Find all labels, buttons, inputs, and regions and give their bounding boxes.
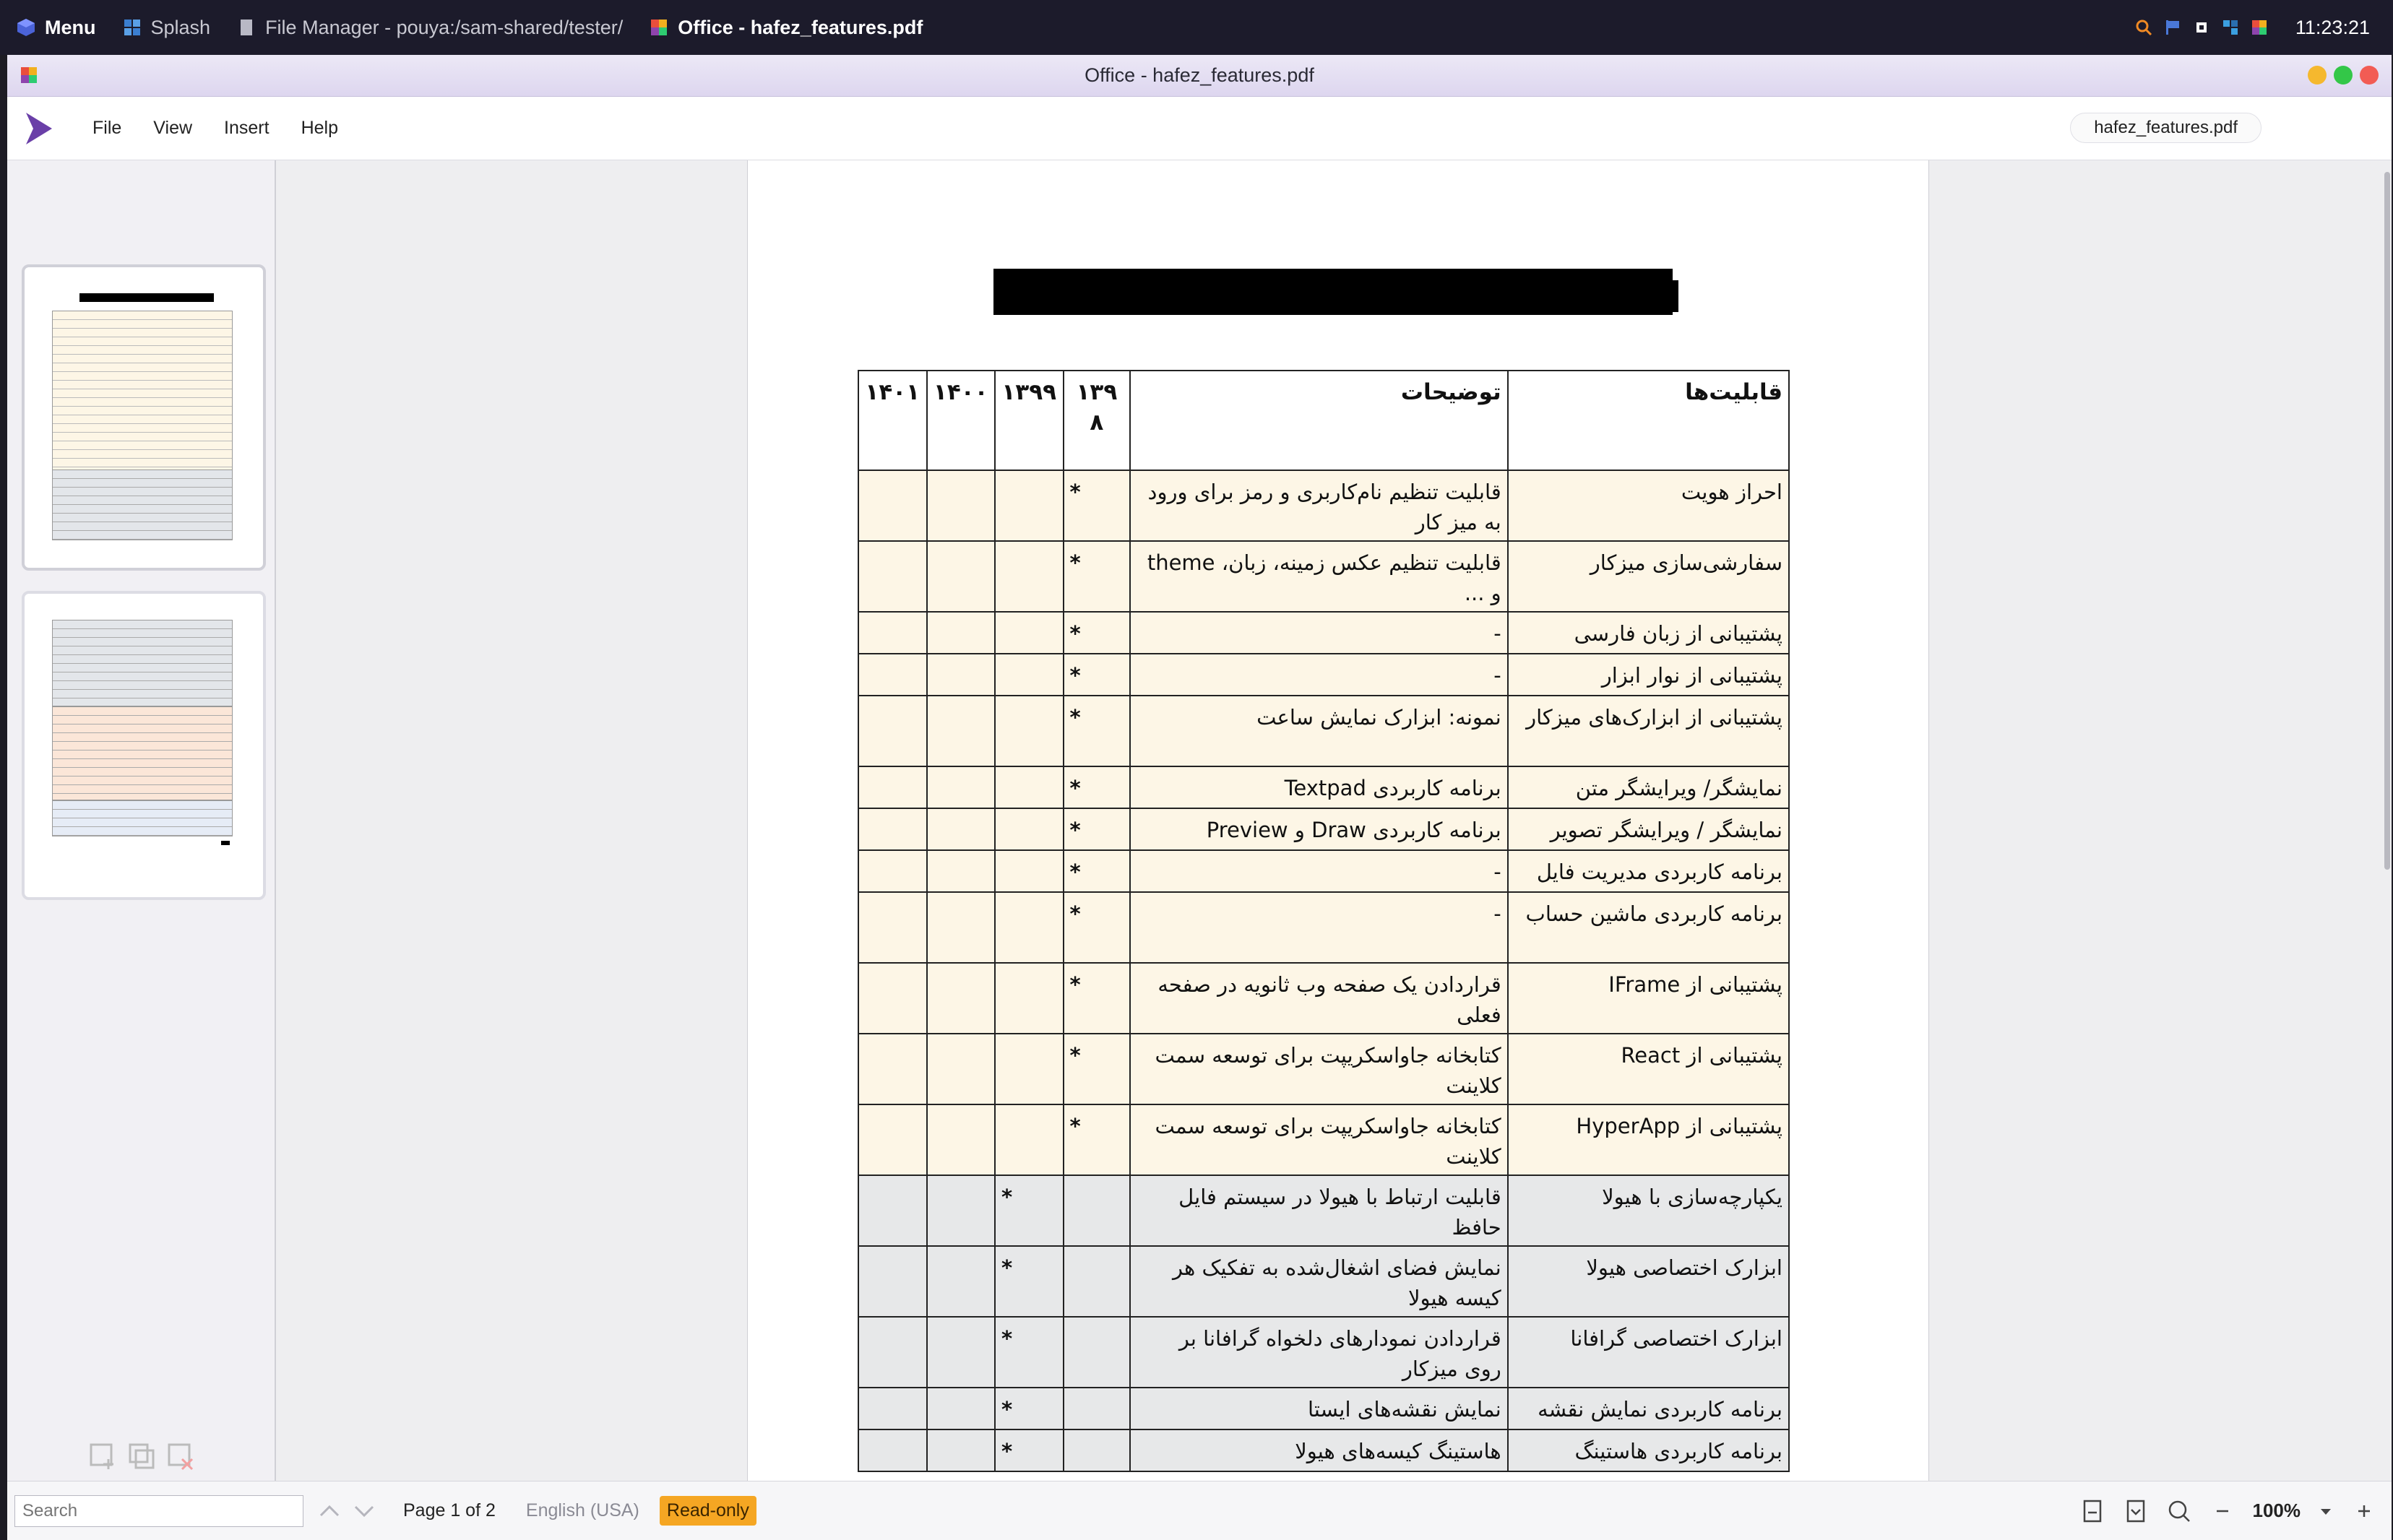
desc-cell: قابلیت ارتباط با هیولا در سیستم فایل حافظ: [1130, 1175, 1507, 1246]
duplicate-page-icon[interactable]: [127, 1442, 156, 1471]
maximize-button[interactable]: [2334, 66, 2353, 85]
mark-1401: [858, 1317, 927, 1388]
desc-cell: برنامه کاربردی Textpad: [1130, 766, 1507, 808]
cap-cell: پشتیبانی از HyperApp: [1508, 1104, 1789, 1175]
table-row: [858, 1317, 1789, 1388]
table-header-row: [858, 371, 1789, 470]
taskbar-menu-label: Menu: [45, 16, 96, 38]
mark-1399: *: [995, 1388, 1063, 1429]
table-row: [858, 850, 1789, 892]
desc-cell: نمایش نقشه‌های ایستا: [1130, 1388, 1507, 1429]
cap-cell: پشتیبانی از ابزارک‌های میزکار: [1508, 696, 1789, 766]
mark-1401: [858, 1388, 927, 1429]
mark-1398: *: [1064, 963, 1131, 1034]
mark-1398: *: [1064, 892, 1131, 963]
taskbar: [0, 0, 2393, 55]
table-row: [858, 1175, 1789, 1246]
desc-cell: کتابخانه جاواسکریپت برای توسعه سمت کلاینت: [1130, 1034, 1507, 1104]
desc-cell: نمونه: ابزارک نمایش ساعت: [1130, 696, 1507, 766]
desc-cell: قراردادن یک صفحه وب ثانویه در صفحه فعلی: [1130, 963, 1507, 1034]
mark-1401: [858, 1175, 927, 1246]
desc-cell: -: [1130, 850, 1507, 892]
cap-cell: برنامه کاربردی مدیریت فایل: [1508, 850, 1789, 892]
desc-cell: کتابخانه جاواسکریپت برای توسعه سمت کلاینت: [1130, 1104, 1507, 1175]
clock: 11:23:21: [2295, 16, 2370, 38]
zoom-dropdown-icon[interactable]: [2318, 1498, 2334, 1524]
desc-cell: قابلیت تنظیم عکس زمینه، زبان، theme و ...: [1130, 541, 1507, 612]
mark-1399: [995, 1104, 1063, 1175]
mark-1399: [995, 766, 1063, 808]
mark-1400: [927, 1246, 995, 1317]
table-row: [858, 1429, 1789, 1471]
mark-1399: [995, 963, 1063, 1034]
office-tray-icon[interactable]: [2251, 19, 2268, 36]
taskbar-item-splash[interactable]: [109, 0, 224, 55]
desc-cell: هاستینگ کیسه‌های هیولا: [1130, 1429, 1507, 1471]
mark-1399: [995, 808, 1063, 850]
mark-1398: [1064, 1388, 1131, 1429]
taskbar-item-office[interactable]: [636, 0, 936, 55]
mark-1400: [927, 612, 995, 654]
table-row: [858, 963, 1789, 1034]
header-year-1399: ۱۳۹۹: [995, 371, 1063, 470]
cap-cell: برنامه کاربردی هاستینگ: [1508, 1429, 1789, 1471]
mark-1401: [858, 696, 927, 766]
cap-cell: ابزارک اختصاصی گرافانا: [1508, 1317, 1789, 1388]
status-bar: [7, 1481, 2392, 1540]
language-indicator[interactable]: English (USA): [525, 1500, 639, 1520]
header-year-1401: ۱۴۰۱: [858, 371, 927, 470]
mark-1398: [1064, 1429, 1131, 1471]
delete-page-icon[interactable]: [166, 1442, 195, 1471]
desc-cell: قابلیت تنظیم نام‌کاربری و رمز برای ورود به میز کار: [1130, 470, 1507, 541]
table-row: [858, 1034, 1789, 1104]
header-year-1400: ۱۴۰۰: [927, 371, 995, 470]
table-row: [858, 541, 1789, 612]
next-result-icon[interactable]: [350, 1497, 379, 1526]
table-row: [858, 612, 1789, 654]
mark-1400: [927, 1429, 995, 1471]
menu-view[interactable]: View: [153, 118, 193, 138]
menu-help[interactable]: Help: [301, 118, 338, 138]
mark-1398: *: [1064, 1034, 1131, 1104]
search-input[interactable]: [14, 1495, 303, 1527]
cap-cell: برنامه کاربردی نمایش نقشه: [1508, 1388, 1789, 1429]
mark-1400: [927, 696, 995, 766]
taskbar-item-file-manager[interactable]: [223, 0, 636, 55]
mark-1401: [858, 892, 927, 963]
mark-1400: [927, 963, 995, 1034]
table-row: [858, 1246, 1789, 1317]
desc-cell: قراردادن نمودارهای دلخواه گرافانا بر روی میزکار: [1130, 1317, 1507, 1388]
taskbar-menu-button[interactable]: [0, 0, 109, 55]
desc-cell: -: [1130, 612, 1507, 654]
zoom-in-icon[interactable]: [2351, 1498, 2377, 1524]
taskbar-item-label: File Manager - pouya:/sam-shared/tester/: [265, 16, 624, 38]
mark-1400: [927, 766, 995, 808]
cap-cell: پشتیبانی از زبان فارسی: [1508, 612, 1789, 654]
desc-cell: برنامه کاربردی Draw و Preview: [1130, 808, 1507, 850]
mark-1398: [1064, 1175, 1131, 1246]
mark-1399: [995, 696, 1063, 766]
thumb-table-blue: [52, 800, 233, 836]
minimize-button[interactable]: [2308, 66, 2327, 85]
chip-icon[interactable]: [2193, 19, 2210, 36]
document-canvas[interactable]: [276, 160, 2392, 1481]
cap-cell: نمایشگر / ویرایشگر تصویر: [1508, 808, 1789, 850]
cap-cell: پشتیبانی از IFrame: [1508, 963, 1789, 1034]
mark-1400: [927, 541, 995, 612]
mark-1399: [995, 470, 1063, 541]
mark-1400: [927, 1034, 995, 1104]
taskbar-item-label: Office - hafez_features.pdf: [678, 16, 923, 38]
mark-1401: [858, 1034, 927, 1104]
window-titlebar[interactable]: [7, 55, 2392, 97]
taskbar-item-label: Splash: [150, 16, 211, 38]
cube-icon: [16, 17, 36, 38]
cap-cell: نمایشگر/ ویرایشگر متن: [1508, 766, 1789, 808]
vertical-scrollbar[interactable]: [2383, 160, 2392, 1481]
mark-1398: [1064, 1317, 1131, 1388]
cap-cell: یکپارچه‌سازی با هیولا: [1508, 1175, 1789, 1246]
mark-1399: [995, 1034, 1063, 1104]
mark-1400: [927, 1388, 995, 1429]
page-indicator: Page 1 of 2: [403, 1500, 496, 1520]
mark-1400: [927, 808, 995, 850]
mark-1401: [858, 1246, 927, 1317]
read-only-badge: Read-only: [660, 1496, 756, 1526]
thumb-mark: [221, 841, 230, 845]
mark-1398: *: [1064, 766, 1131, 808]
mark-1399: *: [995, 1429, 1063, 1471]
mark-1400: [927, 850, 995, 892]
desc-cell: -: [1130, 654, 1507, 696]
table-row: [858, 808, 1789, 850]
status-right-tools: [2079, 1498, 2392, 1524]
mark-1400: [927, 892, 995, 963]
table-row: [858, 654, 1789, 696]
office-icon: [649, 17, 669, 38]
mark-1400: [927, 654, 995, 696]
mark-1401: [858, 850, 927, 892]
mark-1399: [995, 850, 1063, 892]
cap-cell: پشتیبانی از نوار ابزار: [1508, 654, 1789, 696]
system-tray: [2135, 17, 2393, 39]
zoom-out-icon[interactable]: [2209, 1498, 2235, 1524]
thumbnail-tools: [7, 1442, 276, 1471]
document-name[interactable]: hafez_features.pdf: [2070, 113, 2262, 143]
mark-1399: [995, 892, 1063, 963]
mark-1398: *: [1064, 696, 1131, 766]
flag-icon[interactable]: [2164, 19, 2181, 36]
cap-cell: پشتیبانی از React: [1508, 1034, 1789, 1104]
office-app-icon: [19, 65, 39, 85]
mark-1401: [858, 766, 927, 808]
menu-insert[interactable]: Insert: [224, 118, 270, 138]
cap-cell: ابزارک اختصاصی هیولا: [1508, 1246, 1789, 1317]
redacted-title: [993, 269, 1673, 315]
redacted-title-tail: [1664, 280, 1678, 312]
mark-1400: [927, 1104, 995, 1175]
mark-1398: *: [1064, 654, 1131, 696]
table-row: [858, 696, 1789, 766]
page-thumbnails-sidebar: [7, 160, 276, 1481]
header-description: توضیحات: [1130, 371, 1507, 470]
menu-file[interactable]: File: [92, 118, 122, 138]
workspace: [7, 160, 2392, 1481]
mark-1398: *: [1064, 541, 1131, 612]
mark-1399: [995, 612, 1063, 654]
features-table: [858, 370, 1790, 1472]
zoom-level[interactable]: 100%: [2252, 1500, 2301, 1521]
mark-1401: [858, 808, 927, 850]
download-icon[interactable]: [2123, 1498, 2149, 1524]
desc-cell: نمایش فضای اشغال‌شده به تفکیک هر کیسه هیولا: [1130, 1246, 1507, 1317]
mark-1398: [1064, 1246, 1131, 1317]
mark-1401: [858, 612, 927, 654]
mark-1398: *: [1064, 808, 1131, 850]
table-row: [858, 1388, 1789, 1429]
search-icon[interactable]: [2135, 19, 2152, 36]
page-thumbnail-1[interactable]: [22, 264, 266, 571]
mark-1401: [858, 654, 927, 696]
pdf-page: [747, 160, 1929, 1481]
mark-1401: [858, 470, 927, 541]
mark-1398: *: [1064, 1104, 1131, 1175]
table-row: [858, 766, 1789, 808]
mark-1400: [927, 470, 995, 541]
cap-cell: برنامه کاربردی ماشین حساب: [1508, 892, 1789, 963]
table-row: [858, 1104, 1789, 1175]
previous-result-icon[interactable]: [315, 1497, 344, 1526]
zoom-fit-icon[interactable]: [2166, 1498, 2192, 1524]
window-controls: [2308, 66, 2379, 85]
cap-cell: احراز هویت: [1508, 470, 1789, 541]
table-row: [858, 470, 1789, 541]
header-capabilities: قابلیت‌ها: [1508, 371, 1789, 470]
mark-1401: [858, 1104, 927, 1175]
network-icon[interactable]: [2222, 19, 2239, 36]
mark-1398: *: [1064, 612, 1131, 654]
thumb-table-grey: [52, 470, 233, 540]
mark-1401: [858, 541, 927, 612]
export-pdf-icon[interactable]: [2079, 1498, 2105, 1524]
mark-1400: [927, 1317, 995, 1388]
thumb-redaction: [79, 293, 214, 302]
header-year-1398: ۱۳۹ ۸: [1064, 371, 1131, 470]
mark-1400: [927, 1175, 995, 1246]
menubar: [7, 97, 2392, 160]
file-icon: [236, 17, 256, 38]
table-row: [858, 892, 1789, 963]
thumb-table-orange: [52, 706, 233, 800]
window-title: Office - hafez_features.pdf: [1085, 64, 1314, 86]
mark-1401: [858, 963, 927, 1034]
desc-cell: -: [1130, 892, 1507, 963]
close-button[interactable]: [2360, 66, 2379, 85]
thumb-table-grey: [52, 620, 233, 706]
mark-1399: [995, 654, 1063, 696]
cap-cell: سفارشی‌سازی میزکار: [1508, 541, 1789, 612]
office-window: [7, 55, 2392, 1540]
mark-1398: *: [1064, 470, 1131, 541]
mark-1401: [858, 1429, 927, 1471]
mark-1399: [995, 541, 1063, 612]
add-page-icon[interactable]: [88, 1442, 117, 1471]
scrollbar-thumb[interactable]: [2384, 172, 2390, 870]
mark-1398: *: [1064, 850, 1131, 892]
mark-1399: *: [995, 1317, 1063, 1388]
page-thumbnail-2[interactable]: [22, 591, 266, 900]
app-logo-icon: [23, 110, 55, 147]
mark-1399: *: [995, 1246, 1063, 1317]
mark-1399: *: [995, 1175, 1063, 1246]
splash-icon: [122, 17, 142, 38]
